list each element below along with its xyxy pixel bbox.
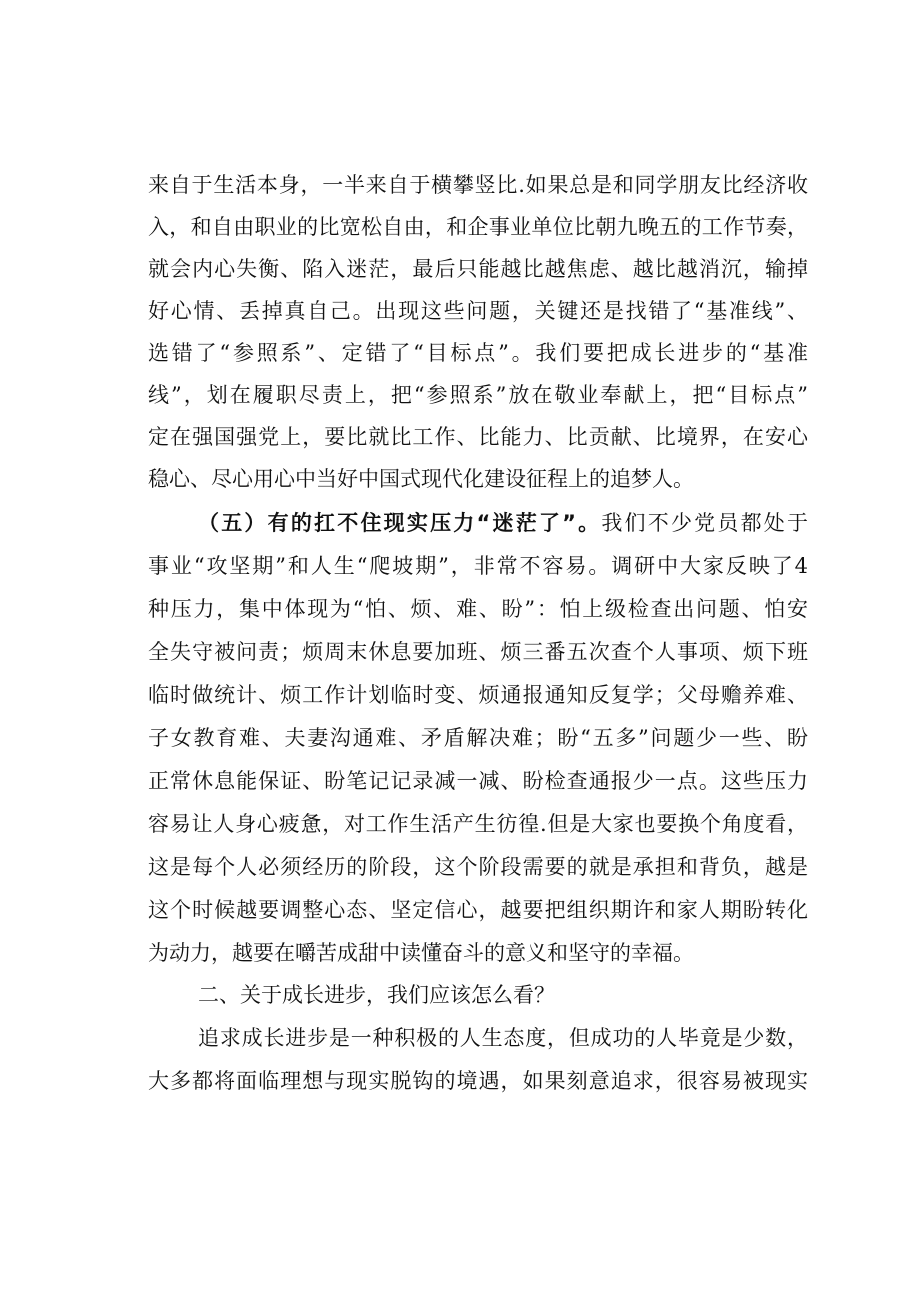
- paragraph-line: 这是每个人必须经历的阶段，这个阶段需要的就是承担和背负，越是: [148, 855, 808, 879]
- paragraph-line: 为动力，越要在嚼苦成甜中读懂奋斗的意义和坚守的幸福。: [148, 941, 694, 965]
- paragraph-line: 来自于生活本身，一半来自于横攀竖比.如果总是和同学朋友比经济收: [148, 173, 808, 197]
- paragraph-line: 好心情、丢掉真自己。出现这些问题，关键还是找错了“基准线”、: [148, 299, 808, 323]
- paragraph-line: 种压力，集中体现为“怕、烦、难、盼”：怕上级检查出问题、怕安: [148, 597, 808, 621]
- paragraph-text: 我们不少党员都处于: [601, 511, 809, 535]
- paragraph-line: 容易让人身心疲惫，对工作生活产生彷徨.但是大家也要换个角度看，: [148, 812, 808, 836]
- paragraph-line: 稳心、尽心用心中当好中国式现代化建设征程上的追梦人。: [148, 467, 694, 491]
- paragraph-line: 正常休息能保证、盼笔记记录减一减、盼检查通报少一点。这些压力: [148, 769, 808, 793]
- paragraph-line: 追求成长进步是一种积极的人生态度，但成功的人毕竟是少数，: [198, 1026, 808, 1050]
- paragraph-line: 子女教育难、夫妻沟通难、矛盾解决难；盼“五多”问题少一些、盼: [148, 726, 808, 750]
- paragraph-line: 选错了“参照系”、定错了“目标点”。我们要把成长进步的“基准: [148, 341, 808, 365]
- paragraph-line: 临时做统计、烦工作计划临时变、烦通报通知反复学；父母赡养难、: [148, 683, 808, 707]
- paragraph-line: 全失守被问责；烦周末休息要加班、烦三番五次查个人事项、烦下班: [148, 640, 808, 664]
- paragraph-line: 大多都将面临理想与现实脱钩的境遇，如果刻意追求，很容易被现实: [148, 1069, 808, 1093]
- paragraph-first-line: [198, 508, 808, 538]
- paragraph-line: 就会内心失衡、陷入迷茫，最后只能越比越焦虑、越比越消沉，输掉: [148, 257, 808, 281]
- paragraph-line: 入，和自由职业的比宽松自由，和企事业单位比朝九晚五的工作节奏，: [148, 215, 808, 239]
- paragraph-line: 定在强国强党上，要比就比工作、比能力、比贡献、比境界，在安心: [148, 425, 808, 449]
- paragraph-line: 事业“攻坚期”和人生“爬坡期”，非常不容易。调研中大家反映了4: [148, 554, 808, 578]
- section-subheading: （五）有的扛不住现实压力“迷茫了”。: [198, 511, 602, 535]
- paragraph-line: 这个时候越要调整心态、坚定信心，越要把组织期许和家人期盼转化: [148, 898, 808, 922]
- section-heading: 二、关于成长进步，我们应该怎么看？: [198, 983, 555, 1007]
- paragraph-line: 线”，划在履职尽责上，把“参照系”放在敬业奉献上，把“目标点”: [148, 383, 808, 407]
